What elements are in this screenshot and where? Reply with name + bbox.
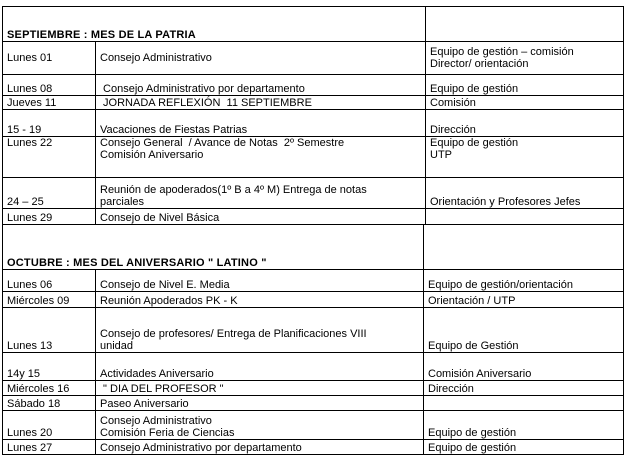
activity-line: Reunión de apoderados(1º B a 4º M) Entrega de notas — [100, 184, 367, 196]
date-cell — [2, 411, 96, 440]
table-row — [2, 396, 624, 411]
date-text: Miércoles 16 — [7, 383, 70, 395]
table-row — [2, 353, 624, 381]
date-text: Lunes 08 — [7, 83, 53, 95]
responsible-line: Equipo de gestión — [428, 442, 517, 454]
date-cell — [2, 353, 96, 381]
responsible-line: Orientación / UTP — [428, 295, 516, 307]
responsible-line: Equipo de gestión — [428, 427, 517, 439]
activity-cell — [96, 381, 424, 396]
table-row — [2, 381, 624, 396]
date-text: Miércoles 09 — [7, 295, 70, 307]
table-row — [2, 42, 624, 75]
date-cell — [2, 209, 96, 225]
responsible-line: Dirección — [430, 124, 476, 136]
date-cell — [2, 137, 96, 178]
responsible-line: Comisión Aniversario — [428, 368, 532, 380]
table-row — [2, 440, 624, 455]
date-cell — [2, 292, 96, 308]
responsible-line: Equipo de gestión – comisión — [430, 46, 574, 58]
activity-line: JORNADA REFLEXIÓN 11 SEPTIEMBRE — [100, 97, 312, 109]
activity-cell — [96, 75, 426, 96]
responsible-cell — [424, 270, 624, 292]
table-row — [2, 411, 624, 440]
activity-line: Consejo Administrativo — [100, 415, 212, 427]
responsible-cell — [426, 209, 624, 225]
responsible-line: Equipo de Gestión — [428, 340, 519, 352]
date-text: Lunes 20 — [7, 427, 53, 439]
responsible-line: Equipo de gestión — [430, 137, 519, 149]
activity-cell — [96, 270, 424, 292]
activity-cell — [96, 96, 426, 110]
activity-line: Consejo de Nivel E. Media — [100, 279, 230, 291]
activity-cell — [96, 353, 424, 381]
date-text: Lunes 22 — [7, 137, 53, 149]
date-text: Lunes 01 — [7, 52, 53, 64]
responsible-cell — [424, 440, 624, 455]
activity-line: Consejo de Nivel Básica — [100, 212, 220, 224]
date-text: Sábado 18 — [7, 398, 61, 410]
date-cell — [2, 381, 96, 396]
table-row — [2, 110, 624, 137]
responsible-cell — [426, 178, 624, 209]
section-title: OCTUBRE : MES DEL ANIVERSARIO " LATINO " — [7, 257, 267, 269]
section-title-cell — [2, 6, 426, 42]
responsible-cell — [426, 42, 624, 75]
section-header-blank-cell — [424, 225, 624, 270]
table-row — [2, 96, 624, 110]
activity-cell — [96, 42, 426, 75]
date-text: Lunes 06 — [7, 279, 53, 291]
responsible-line: Comisión — [430, 97, 476, 109]
activity-line: Consejo Administrativo por departamento — [100, 83, 305, 95]
activity-line: Vacaciones de Fiestas Patrias — [100, 124, 248, 136]
date-text: Lunes 29 — [7, 212, 53, 224]
responsible-cell — [424, 396, 624, 411]
activity-cell — [96, 137, 426, 178]
date-cell — [2, 42, 96, 75]
date-cell — [2, 270, 96, 292]
responsible-cell — [426, 137, 624, 178]
activity-line: Actividades Aniversario — [100, 368, 214, 380]
activity-line: Reunión Apoderados PK - K — [100, 295, 238, 307]
activity-line: Comisión Feria de Ciencias — [100, 427, 235, 439]
responsible-cell — [424, 381, 624, 396]
activity-cell — [96, 110, 426, 137]
date-cell — [2, 396, 96, 411]
responsible-cell — [424, 308, 624, 353]
date-cell — [2, 308, 96, 353]
activity-line: parciales — [100, 196, 145, 208]
responsible-cell — [424, 353, 624, 381]
activity-cell — [96, 209, 426, 225]
table-row — [2, 209, 624, 225]
activity-cell — [96, 178, 426, 209]
activity-cell — [96, 411, 424, 440]
responsible-cell — [424, 292, 624, 308]
table-row — [2, 270, 624, 292]
table-row — [2, 178, 624, 209]
section-header-blank-cell — [426, 6, 624, 42]
responsible-line: Equipo de gestión/orientación — [428, 279, 573, 291]
table-row — [2, 75, 624, 96]
section-title-cell — [2, 225, 424, 270]
date-cell — [2, 96, 96, 110]
date-cell — [2, 110, 96, 137]
table-row — [2, 308, 624, 353]
date-text: 14y 15 — [7, 368, 41, 380]
section-header-row — [2, 225, 624, 270]
responsible-line: Director/ orientación — [430, 58, 529, 70]
table-row — [2, 292, 624, 308]
activity-cell — [96, 440, 424, 455]
date-text: Lunes 27 — [7, 442, 53, 454]
activity-cell — [96, 396, 424, 411]
activity-line: Consejo General / Avance de Notas 2º Semestre — [100, 137, 345, 149]
responsible-line: Dirección — [428, 383, 474, 395]
activity-line: Consejo de profesores/ Entrega de Planificaciones VIII — [100, 328, 367, 340]
section-header-row — [2, 6, 624, 42]
table-row — [2, 137, 624, 178]
section-title: SEPTIEMBRE : MES DE LA PATRIA — [7, 29, 196, 41]
date-cell — [2, 440, 96, 455]
activity-cell — [96, 292, 424, 308]
date-text: 24 – 25 — [7, 196, 44, 208]
responsible-cell — [426, 96, 624, 110]
responsible-cell — [424, 411, 624, 440]
activity-line: Comisión Aniversario — [100, 149, 204, 161]
activity-line: Consejo Administrativo — [100, 52, 212, 64]
responsible-line: UTP — [430, 149, 452, 161]
date-text: Jueves 11 — [7, 97, 57, 109]
activity-line: unidad — [100, 340, 134, 352]
date-text: 15 - 19 — [7, 124, 42, 136]
responsible-cell — [426, 75, 624, 96]
date-cell — [2, 178, 96, 209]
activity-line: Consejo Administrativo por departamento — [100, 442, 302, 454]
responsible-cell — [426, 110, 624, 137]
responsible-line: Orientación y Profesores Jefes — [430, 196, 581, 208]
activity-cell — [96, 308, 424, 353]
responsible-line: Equipo de gestión — [430, 83, 519, 95]
date-text: Lunes 13 — [7, 340, 53, 352]
activity-line: Paseo Aniversario — [100, 398, 189, 410]
activity-line: " DIA DEL PROFESOR " — [100, 383, 224, 395]
date-cell — [2, 75, 96, 96]
